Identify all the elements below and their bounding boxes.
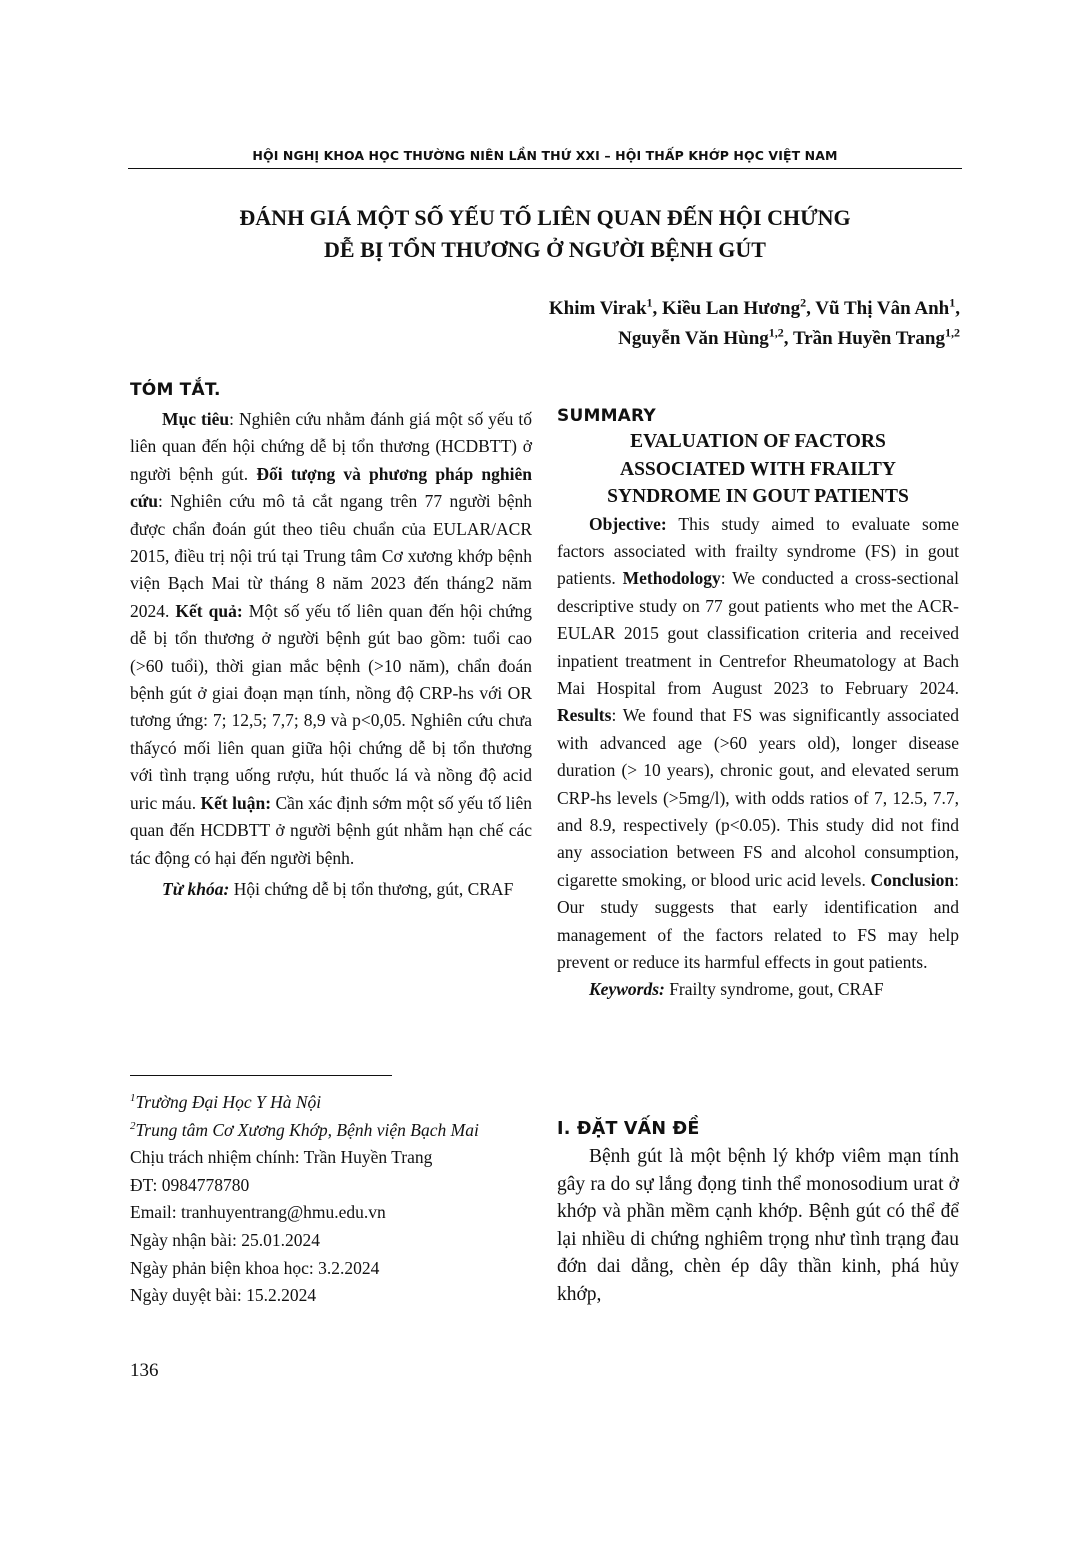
section-body: Bệnh gút là một bệnh lý khớp viêm mạn tính gây ra do sự lắng đọng tinh thể monosodium urat ở khớp và phần mềm cạnh khớp. Bệnh gút có thể để lại nhiều di chứng nghiêm trọng như tình trạng đau đớn dai dẳng, chèn ép dây thần kinh, phá hủy khớp,	[557, 1146, 959, 1305]
footnote-rule	[130, 1075, 392, 1076]
results-text: Một số yếu tố liên quan đến hội chứng dễ bị tổn thương ở người bệnh gút bao gồm: tuổi cao (>60 tuổi), thời gian mắc bệnh (>10 năm), chẩn đoán bệnh gút ở giai đoạn mạn tính, nồng độ CRP-hs với OR tương ứng: 7; 12,5; 7,7; 8,9 và p<0,05. Nghiên cứu chưa thấycó mối liên quan giữa hội chứng dễ bị tổn thương với tình trạng uống rượu, hút thuốc lá và nồng độ acid uric máu.	[130, 600, 533, 813]
page-number: 136	[130, 1360, 159, 1381]
methods-text: : Nghiên cứu mô tả cắt ngang trên 77 người bệnh được chẩn đoán gút theo tiêu chuẩn của EULAR/ACR 2015, điều trị nội trú tại Trung tâm Cơ xương khớp bệnh viện Bạch Mai từ tháng 8 năm 2023 đến tháng2 năm 2024.	[130, 491, 532, 621]
affiliation-text: Trung tâm Cơ Xương Khớp, Bệnh viện Bạch Mai	[135, 1119, 479, 1140]
author-affiliation: 1	[949, 295, 956, 310]
author-name: Khim Virak	[548, 298, 647, 319]
date-received: Ngày nhận bài: 25.01.2024	[130, 1229, 321, 1250]
title-line-1: ĐÁNH GIÁ MỘT SỐ YẾU TỐ LIÊN QUAN ĐẾN HỘI CHỨNG	[239, 205, 851, 230]
author-affiliation: 1,2	[768, 325, 784, 340]
author-name: Trần Huyền Trang	[792, 328, 945, 349]
results-label: Kết quả:	[175, 600, 243, 621]
summary-title-line: EVALUATION OF FACTORS	[630, 431, 886, 452]
en-keywords	[557, 976, 959, 1003]
section-introduction	[557, 1119, 959, 1309]
author-affiliation: 1,2	[945, 325, 960, 340]
author-name: Vũ Thị Vân Anh	[815, 298, 950, 319]
conclusion-text: : Our study suggests that early identification and management of the factors related to FS may help prevent or reduce its harmful effects in gout patients.	[557, 869, 959, 972]
date-reviewed: Ngày phản biện khoa học: 3.2.2024	[130, 1257, 380, 1278]
author-line-1	[360, 294, 960, 324]
responsible-author: Chịu trách nhiệm chính: Trần Huyền Trang	[130, 1147, 433, 1168]
summary-heading: SUMMARY	[557, 406, 656, 426]
author-line-2	[360, 324, 960, 354]
en-summary	[557, 406, 959, 1004]
methods-text: : We conducted a cross-sectional descriptive study on 77 gout patients who met the ACR-EULAR 2015 gout classification criteria and received inpatient treatment in Centrefor Rheumatology at Bach Mai Hospital from August 2023 to February 2024.	[557, 568, 959, 698]
section-heading: I. ĐẶT VẤN ĐỀ	[557, 1119, 700, 1139]
affiliation-1	[130, 1089, 532, 1117]
results-label: Results	[557, 705, 612, 726]
author-separator: ,	[806, 298, 816, 319]
author-list	[360, 294, 960, 354]
results-text: : We found that FS was significantly associated with advanced age (>60 years old), longer disease duration (> 10 years), chronic gout, and elevated serum CRP-hs levels (>5mg/l), with odds ratios of 7, 12.5, 7.7, and 8.9, respectively (p<0.05). This study did not find any association between FS and alcohol consumption, cigarette smoking, or blood uric acid levels.	[557, 705, 959, 890]
conclusion-text: Cần xác định sớm một số yếu tố liên quan đến HCDBTT ở người bệnh gút nhằm hạn chế các tác động có hại đến người bệnh.	[130, 792, 532, 868]
author-name: Nguyễn Văn Hùng	[618, 328, 769, 349]
methods-label: Đối tượng và phương pháp nghiên cứu	[130, 463, 532, 512]
vn-abstract	[130, 380, 532, 903]
vn-abstract-heading: TÓM TẮT.	[130, 380, 221, 400]
objective-text: This study aimed to evaluate some factors associated with frailty syndrome (FS) in gout patients.	[557, 513, 959, 589]
keywords-text: Frailty syndrome, gout, CRAF	[664, 979, 884, 1000]
conclusion-label: Conclusion	[870, 869, 955, 890]
author-affiliation: 1	[646, 295, 653, 310]
footnotes	[130, 1089, 532, 1310]
author-affiliation: 2	[800, 295, 807, 310]
keywords-label: Keywords:	[589, 979, 665, 1000]
objective-text: : Nghiên cứu nhằm đánh giá một số yếu tố liên quan đến hội chứng dễ bị tổn thương (HCDBTT) ở người bệnh gút.	[130, 409, 532, 484]
affiliation-text: Trường Đại Học Y Hà Nội	[135, 1092, 322, 1112]
author-name: Kiều Lan Hương	[662, 298, 801, 319]
affiliation-2	[130, 1117, 532, 1145]
running-header: HỘI NGHỊ KHOA HỌC THƯỜNG NIÊN LẦN THỨ XXI – HỘI THẤP KHỚP HỌC VIỆT NAM	[252, 148, 838, 163]
phone: ĐT: 0984778780	[130, 1174, 250, 1195]
methods-label: Methodology	[622, 568, 721, 589]
affiliation-number: 1	[130, 1092, 136, 1105]
summary-title-line: ASSOCIATED WITH FRAILTY	[620, 458, 896, 480]
objective-label: Mục tiêu	[162, 409, 230, 429]
vn-abstract-body	[130, 406, 532, 872]
summary-title-line: SYNDROME IN GOUT PATIENTS	[607, 486, 909, 507]
objective-label: Objective:	[589, 513, 667, 534]
article-title	[130, 202, 960, 266]
conclusion-label: Kết luận:	[200, 792, 272, 813]
author-separator: ,	[955, 298, 960, 319]
header-rule	[128, 168, 962, 169]
summary-title	[557, 428, 959, 511]
author-separator: ,	[652, 298, 663, 319]
keywords-text: Hội chứng dễ bị tổn thương, gút, CRAF	[229, 878, 514, 899]
date-accepted: Ngày duyệt bài: 15.2.2024	[130, 1285, 317, 1306]
title-line-2: DỄ BỊ TỔN THƯƠNG Ở NGƯỜI BỆNH GÚT	[324, 237, 766, 262]
summary-body	[557, 511, 959, 977]
email: Email: tranhuyentrang@hmu.edu.vn	[130, 1202, 386, 1223]
keywords-label: Từ khóa:	[162, 878, 230, 899]
affiliation-number: 2	[130, 1119, 136, 1132]
vn-keywords	[130, 876, 532, 903]
author-separator: ,	[783, 328, 793, 349]
